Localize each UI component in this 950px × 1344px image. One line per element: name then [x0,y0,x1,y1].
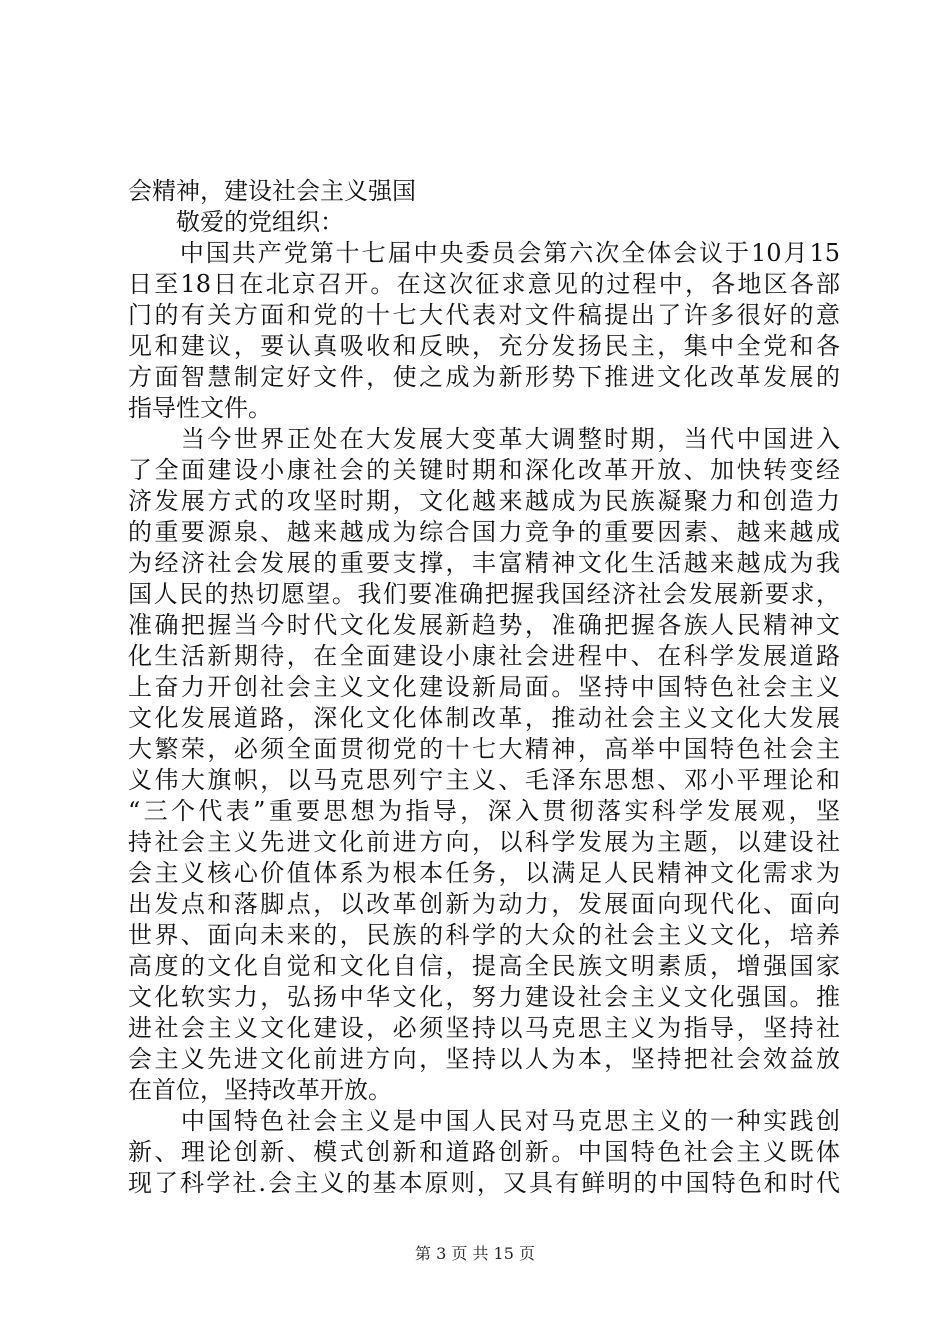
body-text-line: 会主义先进文化前进方向，坚持以人为本，坚持把社会效益放 [128,1045,840,1073]
body-text-line: 指导性文件。 [128,394,272,422]
body-text-line: 化生活新期待，在全面建设小康社会进程中、在科学发展道路 [128,642,840,670]
body-text-line: 在首位，坚持改革开放。 [128,1076,392,1104]
body-text-line: 敬爱的党组织： [128,208,344,236]
page-footer: 第 3 页 共 15 页 [415,1244,535,1263]
body-text-line: 高度的文化自觉和文化自信，提高全民族文明素质，增强国家 [128,952,840,980]
body-text-line: 的重要源泉、越来越成为综合国力竞争的重要因素、越来越成 [128,518,840,546]
body-text-line: 出发点和落脚点，以改革创新为动力，发展面向现代化、面向 [128,890,840,918]
body-text-line: 现了科学社.会主义的基本原则，又具有鲜明的中国特色和时代 [128,1169,840,1197]
body-text-line: 中国特色社会主义是中国人民对马克思主义的一种实践创 [128,1107,840,1135]
body-text-line: 准确把握当今时代文化发展新趋势，准确把握各族人民精神文 [128,611,840,639]
body-text-line: 为经济社会发展的重要支撑，丰富精神文化生活越来越成为我 [128,549,840,577]
body-text-line: 当今世界正处在大发展大变革大调整时期，当代中国进入 [128,425,840,453]
body-text-line: 中国共产党第十七届中央委员会第六次全体会议于10月15 [128,239,840,267]
body-text-line: 进社会主义文化建设，必须坚持以马克思主义为指导，坚持社 [128,1014,840,1042]
body-text-line: 会主义核心价值体系为根本任务，以满足人民精神文化需求为 [128,859,840,887]
body-text-line: 上奋力开创社会主义文化建设新局面。坚持中国特色社会主义 [128,673,840,701]
body-text-line: 新、理论创新、模式创新和道路创新。中国特色社会主义既体 [128,1138,840,1166]
body-text-line: 文化发展道路，深化文化体制改革，推动社会主义文化大发展 [128,704,840,732]
body-text-line: “三个代表”重要思想为指导，深入贯彻落实科学发展观，坚 [128,797,840,825]
body-text-line: 门的有关方面和党的十七大代表对文件稿提出了许多很好的意 [128,301,840,329]
document-body [128,176,840,1199]
body-text-line: 大繁荣，必须全面贯彻党的十七大精神，高举中国特色社会主 [128,735,840,763]
body-text-line: 文化软实力，弘扬中华文化，努力建设社会主义文化强国。推 [128,983,840,1011]
body-text-line: 日至18日在北京召开。在这次征求意见的过程中，各地区各部 [128,270,840,298]
body-text-line: 世界、面向未来的，民族的科学的大众的社会主义文化，培养 [128,921,840,949]
body-text-line: 见和建议，要认真吸收和反映，充分发扬民主，集中全党和各 [128,332,840,360]
body-text-line: 国人民的热切愿望。我们要准确把握我国经济社会发展新要求， [128,580,840,608]
body-text-line: 会精神，建设社会主义强国 [128,177,416,205]
body-text-line: 方面智慧制定好文件，使之成为新形势下推进文化改革发展的 [128,363,840,391]
body-text-line: 了全面建设小康社会的关键时期和深化改革开放、加快转变经 [128,456,840,484]
body-text-line: 持社会主义先进文化前进方向，以科学发展为主题，以建设社 [128,828,840,856]
body-text-line: 义伟大旗帜，以马克思列宁主义、毛泽东思想、邓小平理论和 [128,766,840,794]
body-text-line: 济发展方式的攻坚时期，文化越来越成为民族凝聚力和创造力 [128,487,840,515]
